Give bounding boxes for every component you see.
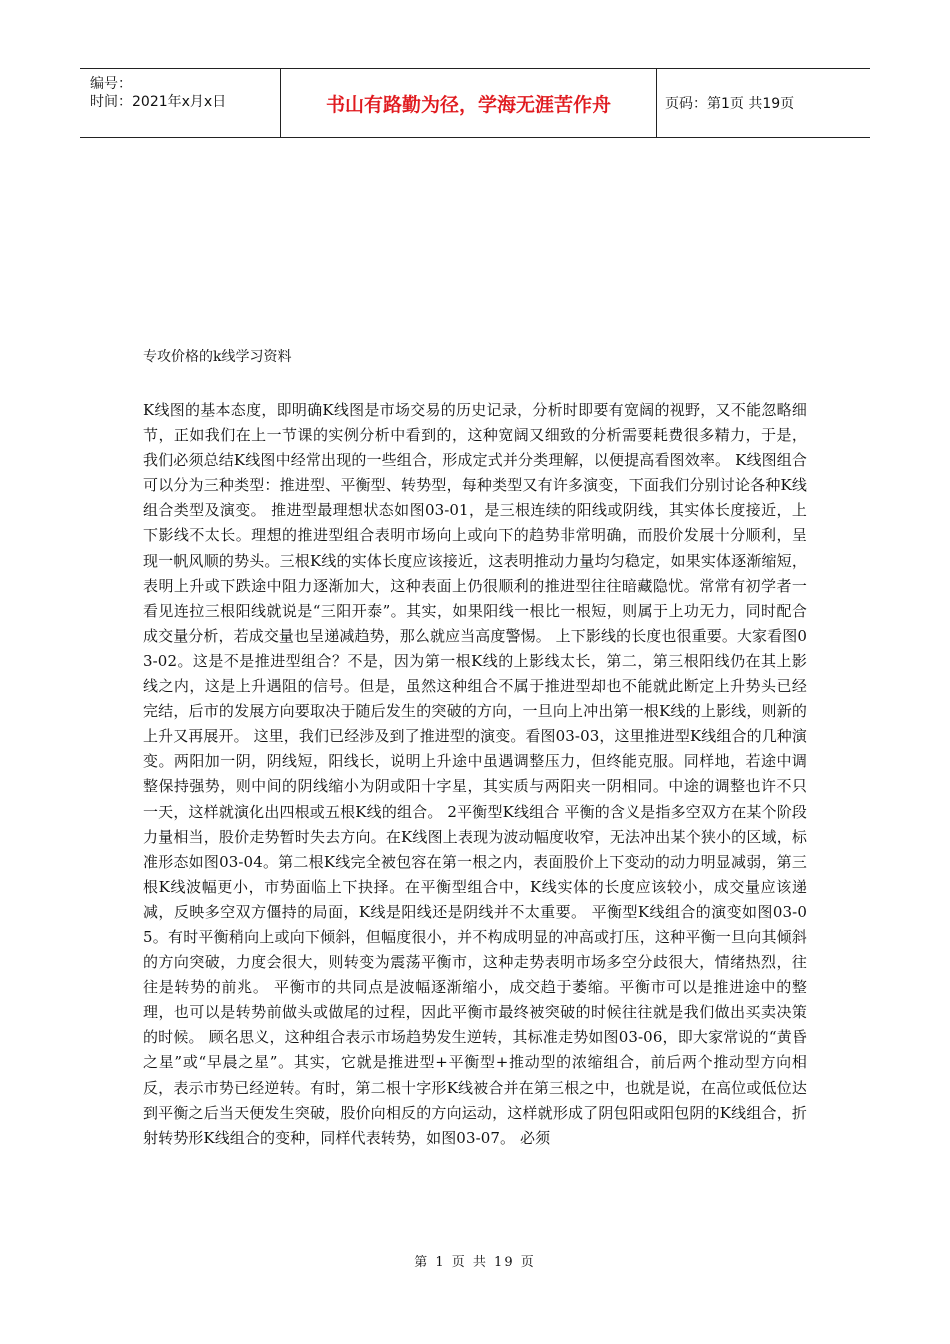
date-line: 时间：2021年x月x日 — [90, 94, 227, 110]
document-title: 专攻价格的k线学习资料 — [143, 349, 292, 365]
header-info-cell — [80, 69, 280, 137]
document-body: K线图的基本态度，即明确K线图是市场交易的历史记录，分析时即要有宽阔的视野，又不能忽略细节，正如我们在上一节课的实例分析中看到的，这种宽阔又细致的分析需要耗费很多精力，于是，我们必须总结K线图中经常出现的一些组合，形成定式并分类理解，以便提高看图效率。 K线图组合可以分为三种类型：推进型、平衡型、转势型，每种类型又有许多演变，下面我们分别讨论各种K线组合类型及演变。 推进型最理想状态如图03-01，是三根连续的阳线或阴线，其实体长度接近，上下影线不太长。理想的推进型组合表明市场向上或向下的趋势非常明确，而股价发展十分顺利，呈现一帆风顺的势头。三根K线的实体长度应该接近，这表明推动力量均匀稳定，如果实体逐渐缩短，表明上升或下跌途中阻力逐渐加大，这种表面上仍很顺利的推进型往往暗藏隐忧。常常有初学者一看见连拉三根阳线就说是“三阳开泰”。其实，如果阳线一根比一根短，则属于上功无力，同时配合成交量分析，若成交量也呈递减趋势，那么就应当高度警惕。 上下影线的长度也很重要。大家看图03-02。这是不是推进型组合？不是，因为第一根K线的上影线太长，第二，第三根阳线仍在其上影线之内，这是上升遇阻的信号。但是，虽然这种组合不属于推进型却也不能就此断定上升势头已经完结，后市的发展方向要取决于随后发生的突破的方向，一旦向上冲出第一根K线的上影线，则新的上升又再展开。 这里，我们已经涉及到了推进型的演变。看图03-03，这里推进型K线组合的几种演变。两阳加一阴，阴线短，阳线长，说明上升途中虽遇调整压力，但终能克服。同样地，若途中调整保持强势，则中间的阴线缩小为阴或阳十字星，其实质与两阳夹一阴相同。中途的调整也许不只一天，这样就演化出四根或五根K线的组合。 2平衡型K线组合 平衡的含义是指多空双方在某个阶段力量相当，股价走势暂时失去方向。在K线图上表现为波动幅度收窄，无法冲出某个狭小的区域，标准形态如图03-04。第二根K线完全被包容在第一根之内，表面股价上下变动的动力明显减弱，第三根K线波幅更小，市势面临上下抉择。在平衡型组合中，K线实体的长度应该较小，成交量应该递减，反映多空双方僵持的局面，K线是阳线还是阴线并不太重要。 平衡型K线组合的演变如图03-05。有时平衡稍向上或向下倾斜，但幅度很小，并不构成明显的冲高或打压，这种平衡一旦向其倾斜的方向突破，力度会很大，则转变为震荡平衡市，这种走势表明市场多空分歧很大，情绪热烈，往往是转势的前兆。 平衡市的共同点是波幅逐渐缩小，成交趋于萎缩。平衡市可以是推进途中的整理，也可以是转势前做头或做尾的过程，因此平衡市最终被突破的时候往往就是我们做出买卖决策的时候。 顾名思义，这种组合表示市场趋势发生逆转，其标准走势如图03-06，即大家常说的“黄昏之星”或“早晨之星”。其实，它就是推进型+平衡型+推动型的浓缩组合，前后两个推动型方向相反，表示市势已经逆转。有时，第二根十字形K线被合并在第三根之中，也就是说，在高位或低位达到平衡之后当天便发生突破，股价向相反的方向运动，这样就形成了阴包阳或阳包阴的K线组合，折射转势形K线组合的变种，同样代表转势，如图03-07。 必须 — [143, 401, 807, 1147]
page-header — [80, 68, 870, 138]
header-motto: 书山有路勤为径，学海无涯苦作舟 — [280, 69, 657, 137]
page-footer: 第 1 页 共 19 页 — [414, 1255, 536, 1270]
header-page-info: 页码：第1页 共19页 — [665, 96, 795, 112]
serial-number-label: 编号： — [90, 76, 132, 92]
